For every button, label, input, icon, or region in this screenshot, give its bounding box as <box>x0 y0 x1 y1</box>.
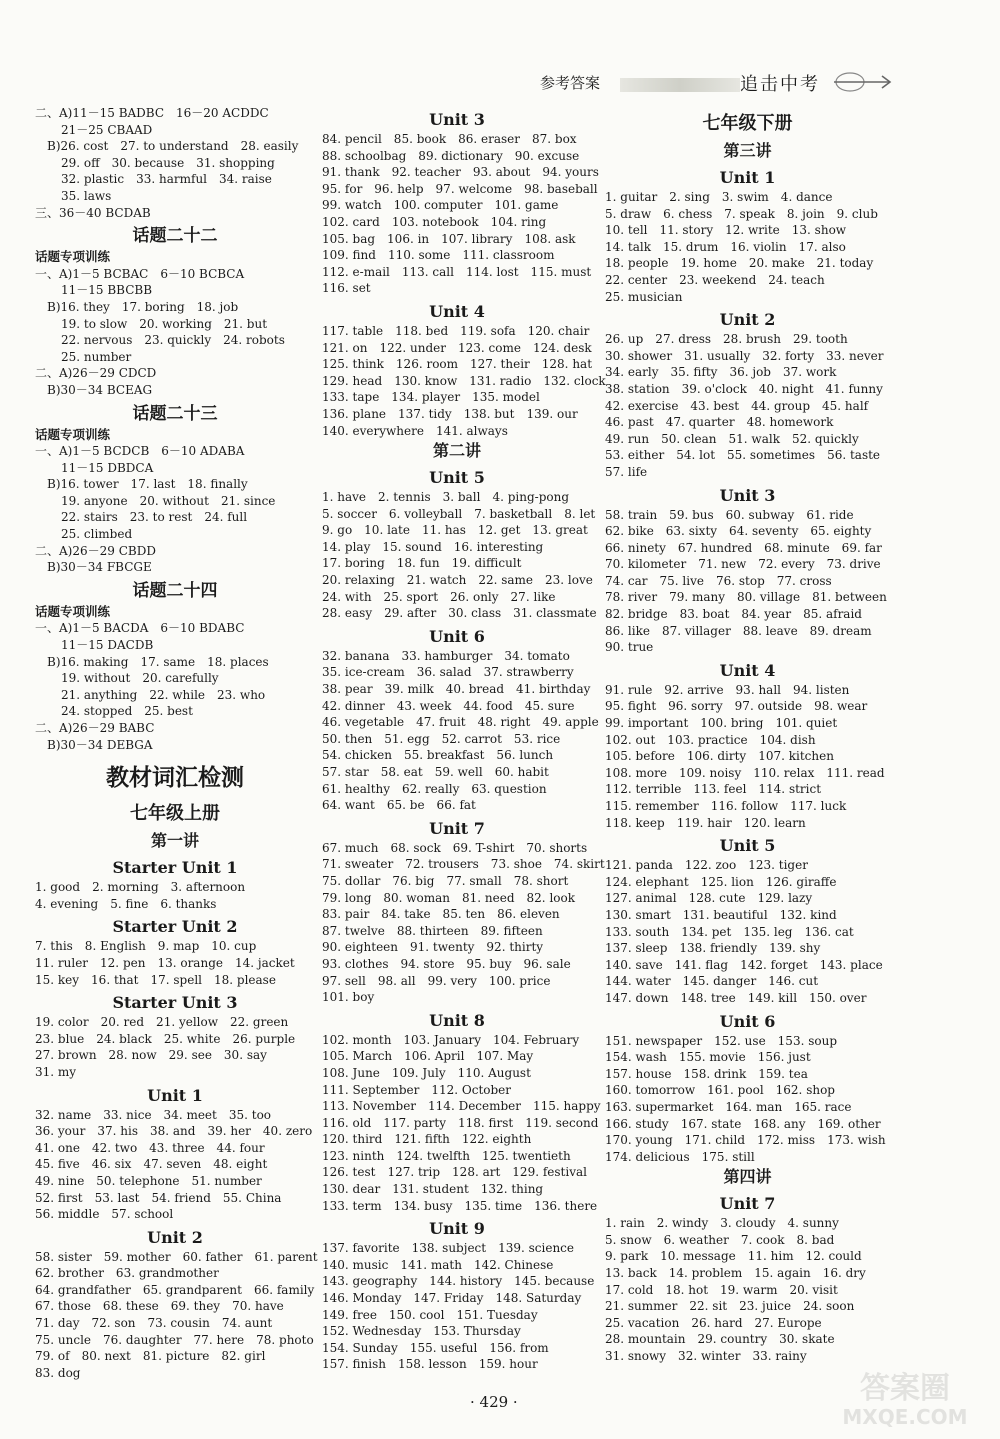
unit-heading: Starter Unit 3 <box>112 993 238 1013</box>
unit-heading: Unit 2 <box>147 1227 203 1247</box>
answer-line: 46. past 47. quarter 48. homework <box>605 415 834 430</box>
answer-line: 154. Sunday 155. useful 156. from <box>322 1340 549 1355</box>
answer-line: 11－15 DBDCA <box>61 460 154 475</box>
answer-line: 54. chicken 55. breakfast 56. lunch <box>322 748 554 763</box>
answer-line: 113. November 114. December 115. happy <box>322 1099 601 1114</box>
answer-line: 64. grandfather 65. grandparent 66. family <box>35 1282 315 1297</box>
unit-heading: Unit 3 <box>429 110 485 129</box>
answer-line: 120. third 121. fifth 122. eighth <box>322 1132 532 1147</box>
answer-line: 91. rule 92. arrive 93. hall 94. listen <box>605 682 850 697</box>
answer-line: 160. tomorrow 161. pool 162. shop <box>605 1083 835 1098</box>
page-number: · 429 · <box>470 1393 518 1411</box>
answer-line: 137. sleep 138. friendly 139. shy <box>605 941 821 956</box>
book-title: 追击中考 <box>740 74 820 95</box>
answer-line: 102. out 103. practice 104. dish <box>605 732 816 747</box>
answer-line: 78. river 79. many 80. village 81. between <box>605 590 887 605</box>
answer-line: 22. nervous 23. quickly 24. robots <box>61 333 285 348</box>
answer-line: 105. bag 106. in 107. library 108. ask <box>322 231 576 246</box>
answer-line: 67. much 68. sock 69. T-shirt 70. shorts <box>322 840 588 855</box>
answer-line: 166. study 167. state 168. any 169. other <box>605 1116 881 1131</box>
answer-line: 101. boy <box>322 990 375 1005</box>
unit-heading: Unit 5 <box>719 836 776 856</box>
answer-line: 20. relaxing 21. watch 22. same 23. love <box>322 573 593 588</box>
answer-line: 140. music 141. math 142. Chinese <box>322 1257 554 1272</box>
answer-line: 23. blue 24. black 25. white 26. purple <box>35 1031 296 1046</box>
answer-line: B)26. cost 27. to understand 28. easily <box>35 139 299 154</box>
answer-line: 137. favorite 138. subject 139. science <box>322 1241 575 1256</box>
watermark-url: MXQE.COM <box>842 1405 968 1429</box>
answer-line: 154. wash 155. movie 156. just <box>605 1050 811 1065</box>
answer-line: 115. remember 116. follow 117. luck <box>605 799 847 813</box>
answer-line: B)30－34 BCEAG <box>35 382 153 397</box>
answer-line: 41. one 42. two 43. three 44. four <box>35 1140 265 1155</box>
answer-line: B)30－34 FBCGE <box>35 560 152 575</box>
answer-line: 38. pear 39. milk 40. bread 41. birthday <box>322 682 591 697</box>
section-label: 话题专项训练 <box>35 249 111 265</box>
answer-line: 121. on 122. under 123. come 124. desk <box>322 340 592 355</box>
answer-line: 95. for 96. help 97. welcome 98. baseball <box>322 181 598 196</box>
answer-line: 86. like 87. villager 88. leave 89. dream <box>605 623 872 638</box>
answer-line: 17. boring 18. fun 19. difficult <box>322 556 522 571</box>
answer-line: 25. number <box>61 349 132 364</box>
answer-line: 11. ruler 12. pen 13. orange 14. jacket <box>35 955 295 970</box>
answer-line: 87. twelve 88. thirteen 89. fifteen <box>322 923 543 938</box>
answer-line: 31. snowy 32. winter 33. rainy <box>605 1349 807 1364</box>
answer-line: 91. thank 92. teacher 93. about 94. yours <box>322 165 599 180</box>
answer-line: 32. name 33. nice 34. meet 35. too <box>35 1107 272 1122</box>
watermark-text: 答案圈 <box>860 1371 950 1406</box>
answer-line: 30. shower 31. usually 32. forty 33. never <box>605 348 884 363</box>
page-header <box>440 64 900 110</box>
answer-line: 99. watch 100. computer 101. game <box>322 198 559 213</box>
answer-line: 38. station 39. o'clock 40. night 41. funny <box>605 381 883 396</box>
answer-line: 50. then 51. egg 52. carrot 53. rice <box>322 731 561 746</box>
lecture-heading: 第一讲 <box>150 831 199 851</box>
answer-line: 97. sell 98. all 99. very 100. price <box>322 973 551 988</box>
answer-line: 32. plastic 33. harmful 34. raise <box>61 172 272 187</box>
answer-column-1 <box>35 105 318 1381</box>
answer-line: 108. June 109. July 110. August <box>322 1065 531 1080</box>
answer-line: 二、A)26－29 CDCD <box>35 366 157 381</box>
answer-line: 22. center 23. weekend 24. teach <box>605 272 825 287</box>
topic-heading: 话题二十二 <box>132 226 218 247</box>
arrow-logo-icon <box>830 68 894 96</box>
answer-line: 140. save 141. flag 142. forget 143. place <box>605 957 883 972</box>
answer-line: 一、A)1－5 BCDCB 6－10 ADABA <box>35 444 245 459</box>
answer-line: 130. smart 131. beautiful 132. kind <box>605 907 837 922</box>
answer-line: 151. newspaper 152. use 153. soup <box>605 1033 837 1048</box>
section-label: 话题专项训练 <box>35 603 111 619</box>
answer-line: 84. pencil 85. book 86. eraser 87. box <box>322 132 577 146</box>
answer-line: 7. this 8. English 9. map 10. cup <box>35 939 257 954</box>
answer-line: 11－15 DACDB <box>61 638 154 653</box>
answer-line: 82. bridge 83. boat 84. year 85. afraid <box>605 607 862 622</box>
answer-line: 17. cold 18. hot 19. warm 20. visit <box>605 1282 838 1297</box>
answer-line: 53. either 54. lot 55. sometimes 56. taste <box>605 448 881 463</box>
answer-line: 62. bike 63. sixty 64. seventy 65. eighty <box>605 524 872 539</box>
answer-line: 57. life <box>605 464 648 479</box>
unit-heading: Unit 4 <box>719 660 776 680</box>
unit-heading: Unit 2 <box>719 310 776 330</box>
answer-line: 163. supermarket 164. man 165. race <box>605 1099 852 1114</box>
answers-label: 参考答案 <box>540 74 601 92</box>
answer-line: 157. house 158. drink 159. tea <box>605 1066 808 1081</box>
answer-line: 31. my <box>35 1064 77 1079</box>
answer-line: 133. south 134. pet 135. leg 136. cat <box>605 924 854 939</box>
answer-line: 157. finish 158. lesson 159. hour <box>322 1357 538 1372</box>
answer-line: 116. set <box>322 281 371 296</box>
answer-line: 66. ninety 67. hundred 68. minute 69. far <box>605 540 882 555</box>
answer-line: 21. anything 22. while 23. who <box>61 687 266 702</box>
answer-line: 58. sister 59. mother 60. father 61. parent <box>35 1249 318 1264</box>
answer-line: 118. keep 119. hair 120. learn <box>605 815 806 830</box>
answer-line: 102. card 103. notebook 104. ring <box>322 214 547 229</box>
answer-line: 11－15 BBCBB <box>61 283 153 298</box>
answer-line: 79. of 80. next 81. picture 82. girl <box>35 1349 266 1364</box>
answer-line: 61. healthy 62. really 63. question <box>322 781 547 796</box>
unit-heading: Starter Unit 1 <box>112 858 238 878</box>
answer-line: 19. to slow 20. working 21. but <box>61 316 268 331</box>
answer-line: 125. think 126. room 127. their 128. hat <box>322 357 593 372</box>
answer-line: 109. find 110. some 111. classroom <box>322 248 555 263</box>
answer-line: 35. laws <box>61 188 112 203</box>
answer-line: 149. free 150. cool 151. Tuesday <box>322 1307 538 1322</box>
lecture-heading: 第三讲 <box>723 141 772 160</box>
answer-line: 136. plane 137. tidy 138. but 139. our <box>322 406 578 421</box>
answer-line: 146. Monday 147. Friday 148. Saturday <box>322 1291 582 1306</box>
section-label: 话题专项训练 <box>35 426 111 442</box>
answer-line: 105. before 106. dirty 107. kitchen <box>605 749 834 764</box>
answer-line: 14. play 15. sound 16. interesting <box>322 539 544 554</box>
answer-line: 三、36－40 BCDAB <box>35 205 151 220</box>
topic-heading: 话题二十三 <box>132 403 218 424</box>
answer-line: 105. March 106. April 107. May <box>322 1049 534 1064</box>
unit-heading: Unit 1 <box>147 1085 203 1105</box>
unit-heading: Unit 3 <box>719 485 776 505</box>
answer-line: 二、A)11－15 BADBC 16－20 ACDDC <box>35 106 269 120</box>
answer-line: 5. soccer 6. volleyball 7. basketball 8. let <box>322 506 596 521</box>
answer-line: 二、A)26－29 BABC <box>35 721 155 735</box>
answer-line: 71. day 72. son 73. cousin 74. aunt <box>35 1316 273 1331</box>
answer-line: 9. park 10. message 11. him 12. could <box>605 1249 862 1264</box>
answer-line: 62. brother 63. grandmother <box>35 1266 219 1281</box>
answer-line: 一、A)1－5 BCBAC 6－10 BCBCA <box>35 266 245 281</box>
answer-line: 174. delicious 175. still <box>605 1149 755 1164</box>
answer-line: 21. summer 22. sit 23. juice 24. soon <box>605 1299 855 1314</box>
answer-line: 5. snow 6. weather 7. cook 8. bad <box>605 1232 835 1247</box>
answer-line: 152. Wednesday 153. Thursday <box>322 1324 521 1339</box>
answer-line: 126. test 127. trip 128. art 129. festival <box>322 1165 587 1180</box>
grade-heading: 七年级下册 <box>702 113 793 134</box>
answer-line: 112. terrible 113. feel 114. strict <box>605 782 822 797</box>
answer-line: 25. musician <box>605 289 683 304</box>
answer-line: 1. good 2. morning 3. afternoon <box>35 880 246 895</box>
answer-line: 49. run 50. clean 51. walk 52. quickly <box>605 431 859 446</box>
answer-line: 144. water 145. danger 146. cut <box>605 974 819 989</box>
answer-line: 95. fight 96. sorry 97. outside 98. wear <box>605 699 868 714</box>
answer-line: 111. September 112. October <box>322 1082 512 1097</box>
unit-heading: Unit 9 <box>429 1219 485 1239</box>
header-band <box>620 78 740 92</box>
answer-line: 83. dog <box>35 1365 81 1380</box>
answer-line: 147. down 148. tree 149. kill 150. over <box>605 990 867 1005</box>
answer-line: 75. dollar 76. big 77. small 78. short <box>322 873 569 888</box>
answer-line: 49. nine 50. telephone 51. number <box>35 1173 262 1188</box>
answer-line: 46. vegetable 47. fruit 48. right 49. apple <box>322 715 599 730</box>
answer-line: 36. your 37. his 38. and 39. her 40. zero <box>35 1124 313 1139</box>
answer-line: 108. more 109. noisy 110. relax 111. read <box>605 765 885 780</box>
answer-line: 74. car 75. live 76. stop 77. cross <box>605 573 832 588</box>
answer-line: 93. clothes 94. store 95. buy 96. sale <box>322 956 571 971</box>
answer-line: 5. draw 6. chess 7. speak 8. join 9. club <box>605 206 878 221</box>
answer-line: 143. geography 144. history 145. because <box>322 1274 595 1289</box>
answer-line: 102. month 103. January 104. February <box>322 1032 580 1047</box>
answer-line: 15. key 16. that 17. spell 18. please <box>35 972 276 987</box>
answer-line: 19. without 20. carefully <box>61 671 219 686</box>
unit-heading: Starter Unit 2 <box>112 917 238 937</box>
answer-line: 57. star 58. eat 59. well 60. habit <box>322 765 549 779</box>
answer-line: 127. animal 128. cute 129. lazy <box>605 891 813 906</box>
answer-line: 90. eighteen 91. twenty 92. thirty <box>322 940 544 955</box>
answer-line: 112. e-mail 113. call 114. lost 115. must <box>322 264 592 279</box>
answer-line: 64. want 65. be 66. fat <box>322 798 476 813</box>
answer-line: B)30－34 DEBGA <box>35 737 153 752</box>
answer-line: 124. elephant 125. lion 126. giraffe <box>605 874 837 889</box>
answer-line: 28. easy 29. after 30. class 31. classmate <box>322 606 597 621</box>
topic-heading: 话题二十四 <box>132 580 218 601</box>
answer-line: 13. back 14. problem 15. again 16. dry <box>605 1266 866 1281</box>
answer-line: 19. anyone 20. without 21. since <box>61 493 276 508</box>
answer-line: 10. tell 11. story 12. write 13. show <box>605 223 847 238</box>
section-title: 教材词汇检测 <box>106 765 244 792</box>
answer-line: 一、A)1－5 BACDA 6－10 BDABC <box>35 621 245 636</box>
unit-heading: Unit 4 <box>429 301 485 321</box>
answer-line: 121. panda 122. zoo 123. tiger <box>605 858 808 873</box>
answer-line: 90. true <box>605 640 654 655</box>
answer-line: 21－25 CBAAD <box>61 122 153 137</box>
watermark-logo <box>830 1360 980 1432</box>
answer-line: 35. ice-cream 36. salad 37. strawberry <box>322 665 574 680</box>
answer-line: 二、A)26－29 CBDD <box>35 543 156 558</box>
answer-line: 79. long 80. woman 81. need 82. look <box>322 890 575 905</box>
answer-line: 123. ninth 124. twelfth 125. twentieth <box>322 1148 571 1163</box>
answer-column-2 <box>322 105 606 1373</box>
lecture-heading: 第四讲 <box>723 1167 772 1187</box>
answer-line: 18. people 19. home 20. make 21. today <box>605 256 874 271</box>
answer-line: 88. schoolbag 89. dictionary 90. excuse <box>322 148 580 163</box>
answer-line: 1. rain 2. windy 3. cloudy 4. sunny <box>605 1216 839 1231</box>
answer-line: 24. with 25. sport 26. only 27. like <box>322 589 556 604</box>
answer-line: 25. vacation 26. hard 27. Europe <box>605 1315 822 1330</box>
answer-line: 28. mountain 29. country 30. skate <box>605 1332 835 1347</box>
answer-line: 4. evening 5. fine 6. thanks <box>35 896 217 911</box>
answer-line: 83. pair 84. take 85. ten 86. eleven <box>322 907 560 922</box>
answer-line: 133. tape 134. player 135. model <box>322 390 540 405</box>
unit-heading: Unit 8 <box>429 1010 485 1030</box>
answer-line: 56. middle 57. school <box>35 1207 174 1222</box>
answer-line: B)16. making 17. same 18. places <box>35 654 269 669</box>
answer-line: 42. exercise 43. best 44. group 45. half <box>605 398 869 413</box>
unit-heading: Unit 6 <box>429 626 485 646</box>
answer-line: 117. table 118. bed 119. sofa 120. chair <box>322 323 590 338</box>
answer-line: 22. stairs 23. to rest 24. full <box>61 510 248 525</box>
answer-line: 32. banana 33. hamburger 34. tomato <box>322 648 570 663</box>
answer-line: 45. five 46. six 47. seven 48. eight <box>35 1157 268 1172</box>
lecture-heading: 第二讲 <box>432 441 481 461</box>
answer-line: 133. term 134. busy 135. time 136. there <box>322 1198 598 1213</box>
answer-line: 116. old 117. party 118. first 119. second <box>322 1115 599 1130</box>
answer-line: 26. up 27. dress 28. brush 29. tooth <box>605 332 848 347</box>
answer-column-3 <box>605 105 890 1365</box>
answer-line: 52. first 53. last 54. friend 55. China <box>35 1190 282 1205</box>
answer-line: B)16. tower 17. last 18. finally <box>35 477 248 492</box>
answer-line: B)16. they 17. boring 18. job <box>35 299 239 314</box>
answer-line: 25. climbed <box>61 527 133 542</box>
answer-line: 99. important 100. bring 101. quiet <box>605 716 838 731</box>
answer-line: 130. dear 131. student 132. thing <box>322 1182 544 1197</box>
unit-heading: Unit 5 <box>429 468 485 488</box>
answer-line: 24. stopped 25. best <box>61 704 193 719</box>
answer-line: 71. sweater 72. trousers 73. shoe 74. skirt <box>322 857 605 872</box>
answer-line: 9. go 10. late 11. has 12. get 13. great <box>322 523 588 538</box>
answer-line: 29. off 30. because 31. shopping <box>61 155 275 170</box>
answer-line: 70. kilometer 71. new 72. every 73. drive <box>605 557 881 572</box>
unit-heading: Unit 7 <box>429 818 485 838</box>
answer-line: 58. train 59. bus 60. subway 61. ride <box>605 507 854 522</box>
answer-line: 34. early 35. fifty 36. job 37. work <box>605 365 837 380</box>
grade-heading: 七年级上册 <box>130 803 220 825</box>
answer-line: 75. uncle 76. daughter 77. here 78. photo <box>35 1332 314 1347</box>
answer-line: 1. have 2. tennis 3. ball 4. ping-pong <box>322 490 570 505</box>
answer-line: 14. talk 15. drum 16. violin 17. also <box>605 239 846 254</box>
answer-line: 1. guitar 2. sing 3. swim 4. dance <box>605 190 833 204</box>
answer-line: 27. brown 28. now 29. see 30. say <box>35 1048 267 1063</box>
answer-line: 129. head 130. know 131. radio 132. clock <box>322 373 606 388</box>
unit-heading: Unit 7 <box>719 1194 776 1214</box>
answer-line: 140. everywhere 141. always <box>322 423 508 438</box>
unit-heading: Unit 6 <box>719 1011 776 1031</box>
answer-line: 42. dinner 43. week 44. food 45. sure <box>322 698 575 713</box>
answer-line: 19. color 20. red 21. yellow 22. green <box>35 1015 289 1030</box>
answer-line: 170. young 171. child 172. miss 173. wish <box>605 1133 886 1148</box>
answer-line: 67. those 68. these 69. they 70. have <box>35 1299 284 1314</box>
unit-heading: Unit 1 <box>719 168 776 187</box>
